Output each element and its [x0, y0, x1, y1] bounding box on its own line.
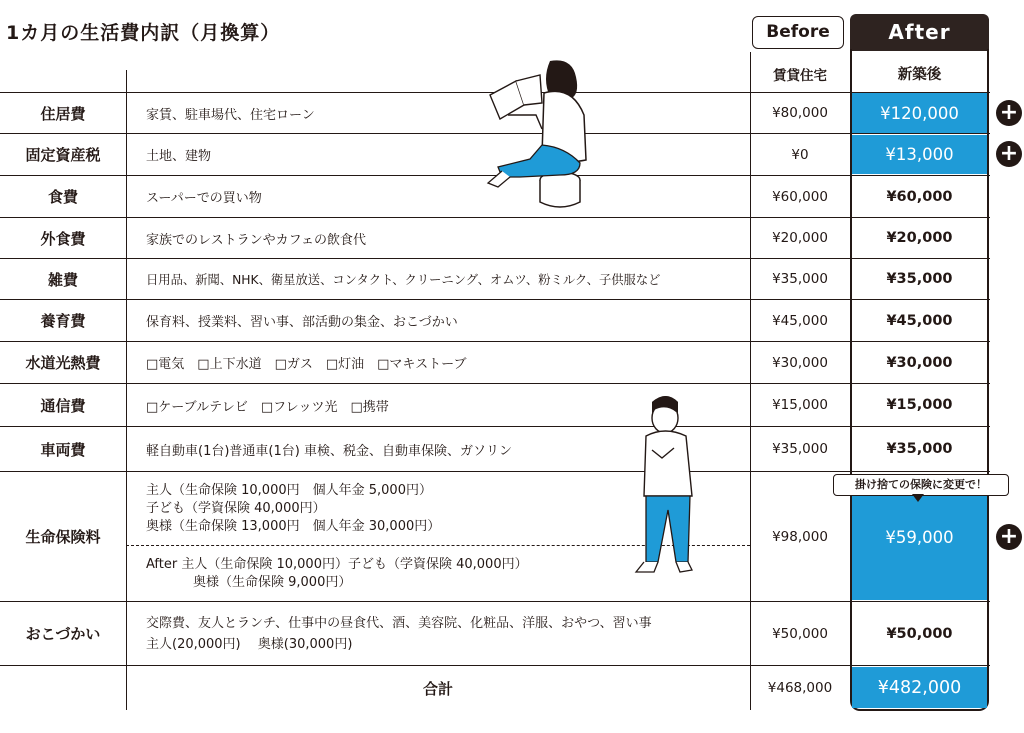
row-after-value: ¥35,000	[886, 441, 953, 457]
row-category: 食費	[47, 188, 78, 206]
row-before-value: ¥20,000	[772, 230, 828, 246]
tab-after: After	[850, 14, 989, 51]
row-description: □電気 □上下水道 □ガス □灯油 □マキストーブ	[146, 357, 467, 372]
row-category: おこづかい	[25, 625, 101, 643]
row-before-value: ¥60,000	[772, 188, 828, 205]
row-category: 外食費	[40, 229, 86, 248]
subheader-before: 賃貸住宅	[773, 67, 827, 84]
allowance-after-value: ¥50,000	[886, 625, 953, 642]
row-description: 軽自動車(1台)普通車(1台) 車検、税金、自動車保険、ガソリン	[146, 443, 512, 459]
page-title: 1カ月の生活費内訳（月換算）	[6, 22, 281, 44]
row-before-value: ¥45,000	[772, 312, 828, 329]
row-description: 家族でのレストランやカフェの飲食代	[146, 232, 366, 248]
row-category: 生命保険料	[25, 528, 101, 546]
insurance-line: 奥様（生命保険 13,000円 個人年金 30,000円）	[146, 519, 441, 534]
thinking-person-illustration	[632, 390, 702, 580]
insurance-line: 奥様（生命保険 9,000円）	[193, 575, 352, 590]
row-category: 水道光熱費	[25, 354, 101, 372]
plus-circle-icon: +	[996, 524, 1022, 550]
row-after-value: ¥20,000	[886, 230, 953, 246]
plus-circle-icon: +	[996, 141, 1022, 167]
subheader-after: 新築後	[897, 67, 942, 83]
row-description: 土地、建物	[146, 149, 212, 164]
column-rule	[126, 70, 127, 710]
total-after-value: ¥482,000	[852, 667, 987, 708]
plus-circle-icon: +	[996, 100, 1022, 126]
insurance-before-value: ¥98,000	[772, 528, 828, 545]
row-before-value: ¥35,000	[772, 271, 828, 287]
insurance-after-value: ¥59,000	[852, 474, 987, 600]
callout-tail	[912, 494, 924, 502]
insurance-before-details	[146, 482, 440, 536]
column-rule	[750, 52, 751, 710]
insurance-callout: 掛け捨ての保険に変更で！	[833, 474, 1009, 496]
row-before-value: ¥30,000	[772, 354, 828, 371]
insurance-line: 主人（生命保険 10,000円 個人年金 5,000円）	[146, 483, 432, 498]
row-description: 保育料、授業料、習い事、部活動の集金、おこづかい	[146, 315, 458, 330]
row-category: 固定資産税	[25, 146, 101, 164]
allowance-details	[146, 613, 652, 655]
row-description: 日用品、新聞、NHK、衛星放送、コンタクト、クリーニング、オムツ、粉ミルク、子供服など	[146, 273, 661, 287]
allowance-line: 交際費、友人とランチ、仕事中の昼食代、酒、美容院、化粧品、洋服、おやつ、習い事	[146, 616, 652, 631]
total-label: 合計	[422, 679, 453, 698]
row-after-value: ¥60,000	[886, 188, 953, 205]
row-before-value: ¥80,000	[772, 105, 828, 121]
row-category: 住居費	[40, 104, 86, 123]
row-after-value: ¥35,000	[886, 271, 953, 287]
allowance-before-value: ¥50,000	[772, 625, 828, 642]
allowance-line: 主人(20,000円) 奥様(30,000円)	[146, 637, 353, 652]
tab-before: Before	[752, 16, 844, 49]
insurance-line: 子ども（学資保険 40,000円）	[146, 501, 326, 516]
row-category: 養育費	[40, 312, 86, 330]
row-description: 家賃、駐車場代、住宅ローン	[146, 107, 315, 123]
row-description: スーパーでの買い物	[146, 191, 262, 206]
row-description: □ケーブルテレビ □フレッツ光 □携帯	[146, 399, 389, 415]
reading-person-illustration	[480, 55, 595, 215]
row-before-value: ¥0	[791, 146, 809, 163]
insurance-line: After 主人（生命保険 10,000円）子ども（学資保険 40,000円）	[146, 557, 528, 572]
row-category: 雑費	[47, 270, 78, 289]
row-after-value: ¥13,000	[852, 135, 987, 174]
row-after-value: ¥120,000	[852, 93, 987, 133]
row-after-value: ¥45,000	[886, 312, 953, 329]
row-before-value: ¥35,000	[772, 441, 828, 457]
total-before-value: ¥468,000	[767, 680, 833, 696]
row-category: 車両費	[40, 440, 86, 459]
row-category: 通信費	[40, 396, 86, 415]
row-before-value: ¥15,000	[772, 397, 828, 413]
row-after-value: ¥15,000	[886, 397, 953, 413]
row-after-value: ¥30,000	[886, 354, 953, 371]
insurance-after-details	[146, 556, 528, 592]
